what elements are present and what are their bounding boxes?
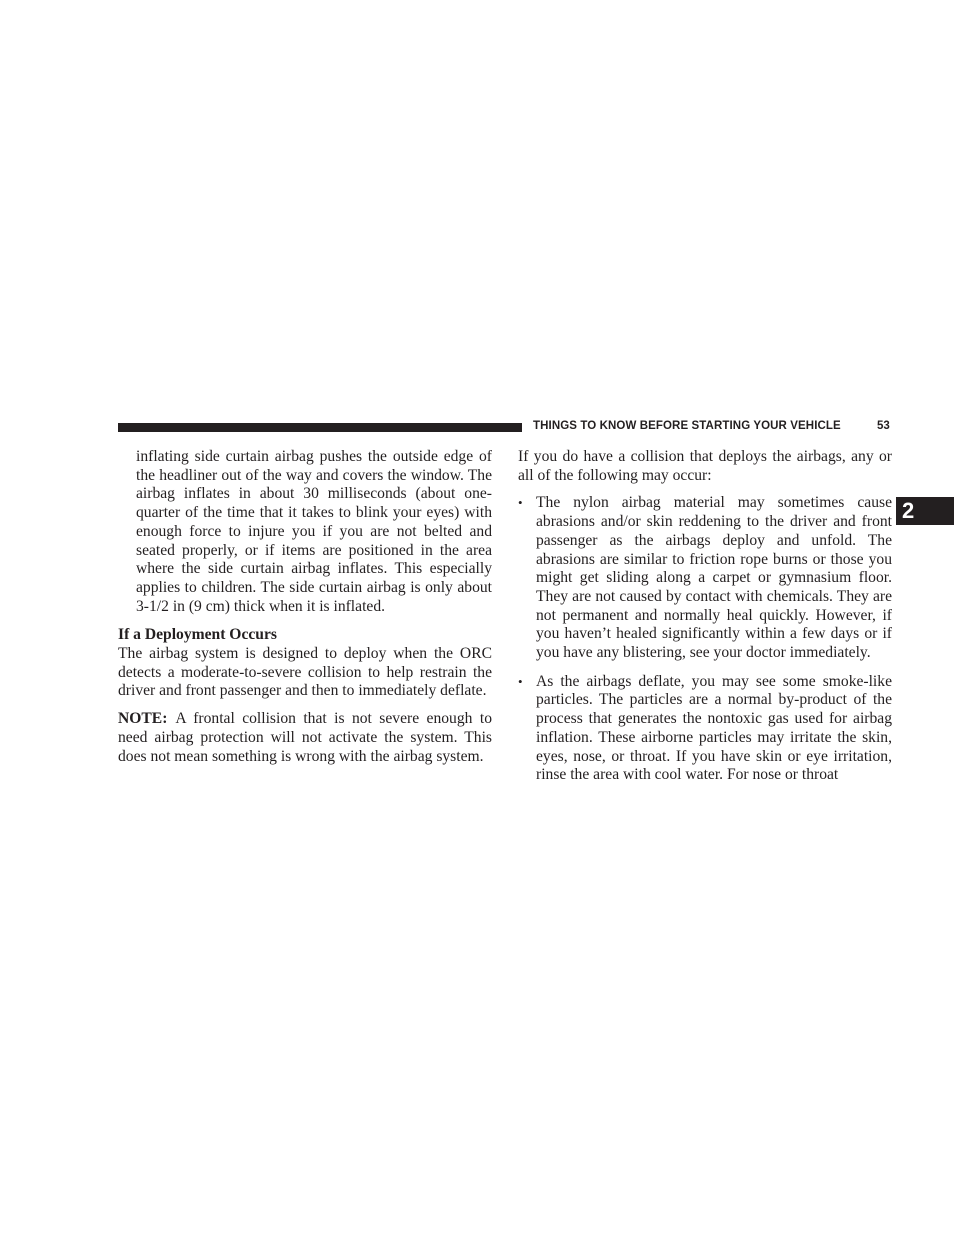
- continued-paragraph: inflating side curtain airbag pushes the outside edge of the headliner out of the way and covers the window. The airbag inflates in about 30 milliseconds (about one-quarter of the time that it takes to blink your eyes) with enough force to injure you if you are not belted and seated properly, or if items are positioned in the area where the side curtain airbag inflates. This especially applies to children. The side curtain airbag is only about 3-1/2 in (9 cm) thick when it is inflated.: [136, 448, 492, 615]
- note-label: NOTE:: [118, 710, 168, 728]
- list-item: [518, 673, 892, 785]
- bullet-icon: •: [518, 673, 523, 689]
- bullet-text: The nylon airbag material may sometimes cause abrasions and/or skin reddening to the driver and front passenger as the airbags deploy and unfold. The abrasions are similar to friction rope burns or those you might get sliding along a carpet or gymnasium floor. They are not caused by contact with chemicals. They are not permanent and normally heal quickly. However, if you haven’t healed significantly within a few days or if you have any blistering, see your doctor immediately.: [536, 494, 892, 662]
- running-header-title: THINGS TO KNOW BEFORE STARTING YOUR VEHICLE: [533, 420, 841, 432]
- chapter-tab: 2: [896, 497, 954, 525]
- bullet-text: As the airbags deflate, you may see some smoke-like particles. The particles are a normal by-product of the process that generates the nontoxic gas used for airbag inflation. These airborne particles may irritate the skin, eyes, nose, or throat. If you have skin or eye irritation, rinse the area with cool water. For nose or throat: [536, 672, 892, 784]
- page-number: 53: [877, 420, 890, 432]
- note-paragraph: [118, 710, 492, 766]
- section-paragraph: The airbag system is designed to deploy when the ORC detects a moderate-to-severe collision to help restrain the driver and front passenger and then to immediately deflate.: [118, 645, 492, 700]
- section-heading: If a Deployment Occurs: [118, 626, 277, 644]
- left-column: [118, 448, 492, 766]
- bullet-icon: •: [518, 495, 523, 511]
- intro-paragraph: If you do have a collision that deploys the airbags, any or all of the following may occur:: [518, 448, 892, 484]
- list-item: [518, 494, 892, 662]
- header-rule: [118, 423, 522, 432]
- bullet-list: [518, 494, 892, 785]
- note-text: A frontal collision that is not severe enough to need airbag protection will not activate the system. This does not mean something is wrong with the airbag system.: [118, 710, 492, 765]
- right-column: [518, 448, 892, 785]
